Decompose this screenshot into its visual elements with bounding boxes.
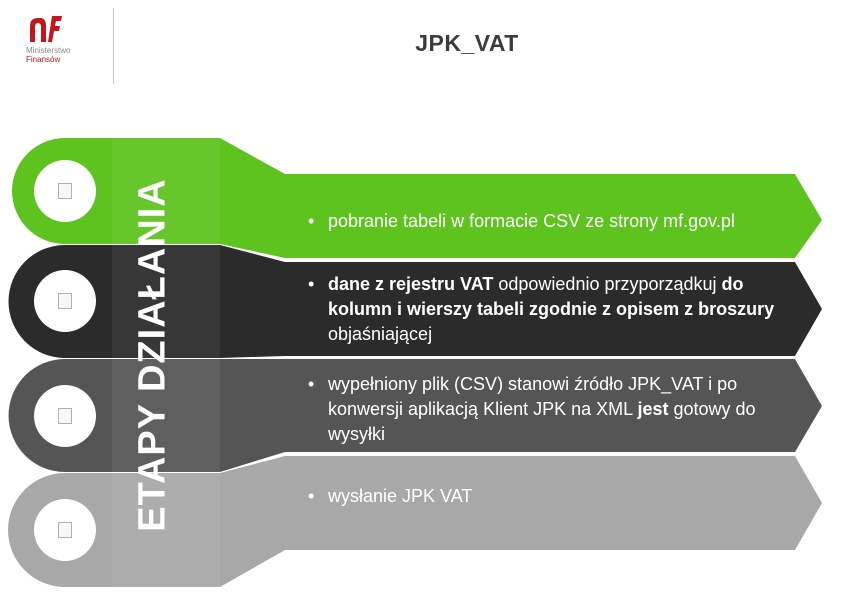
step-1-text-part: pobranie tabeli w formacie CSV ze strony mf.gov.pl [328,211,735,231]
step-4-text [306,484,786,509]
step-2-text-part: objaśniającej [328,324,433,344]
step-3-text [306,372,786,447]
step-3-item [328,372,786,447]
step-2-item [328,272,786,347]
page-title: JPK_VAT [415,30,519,56]
side-label: ETAPY DZIAŁANIA [131,178,174,532]
step-1-icon [58,183,72,199]
step-2-text-part: dane z rejestru VAT [328,274,494,294]
step-3-text-part: gotowy do wysyłki [328,399,756,444]
step-1-item [328,209,786,234]
logo-line-ministry: Ministerstwo [26,46,71,55]
step-1-text [306,209,786,234]
step-4-icon [58,522,72,538]
logo-line-finance: Finansów [26,55,61,64]
step-3-icon [58,408,72,424]
step-2-icon [58,293,72,309]
step-3-text-part: jest [637,399,669,419]
step-4-text-part: wysłanie JPK VAT [328,486,473,506]
step-2-text-part: odpowiednio przyporządkuj [493,274,722,294]
step-4-item [328,484,786,509]
step-2-text-part: do kolumn i wierszy tabeli zgodnie z opisem z broszury [328,274,775,319]
step-2-text [306,272,786,347]
step-3-text-part: wypełniony plik (CSV) stanowi źródło JPK_VAT i po konwersji aplikacją Klient JPK na XML [328,374,738,419]
